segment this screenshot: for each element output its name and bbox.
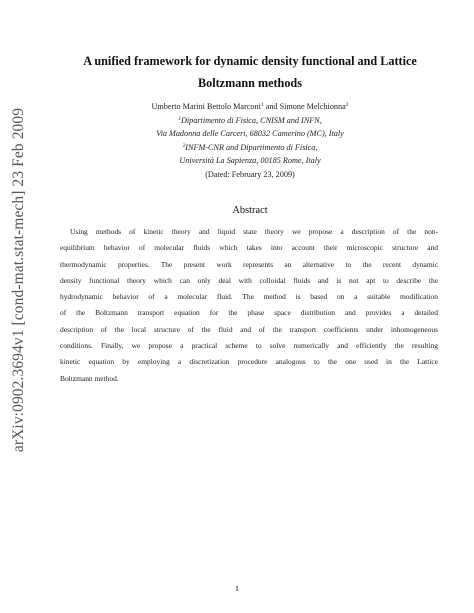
abstract-line: hydrodynamic behavior of a molecular fluid. The method is based on a suitable modification (60, 292, 438, 302)
arxiv-identifier[interactable]: arXiv:0902.3694v1 [cond-mat.stat-mech] 23 Feb 2009 (10, 107, 27, 453)
abstract-line: Boltzmann method. (60, 373, 119, 383)
abstract-line: of the Boltzmann transport equation for the phase space distribution and provides a detailed (60, 308, 438, 318)
author-1-affiliation-mark: 1 (260, 102, 264, 108)
paper-title (60, 50, 440, 94)
abstract-body (60, 224, 438, 387)
affiliation-line (60, 127, 440, 141)
affiliation-mark: 2 (182, 142, 186, 149)
abstract-line: conditions. Finally, we propose a practical scheme to solve numerically and efficiently the resulting (60, 341, 438, 351)
author-line (60, 100, 440, 114)
affiliation-line (60, 141, 440, 155)
affiliation-mark: 1 (178, 115, 181, 122)
title-line-2: Boltzmann methods (198, 76, 302, 90)
title-line-1: A unified framework for dynamic density functional and Lattice (83, 54, 417, 68)
affiliation-line (60, 114, 440, 128)
author-conjunction: and (263, 102, 280, 111)
abstract-line: description of the local structure of the fluid and of the transport coefficients under inhomogeneous (60, 324, 438, 334)
author-1-name: Umberto Marini Bettolo Marconi (151, 102, 261, 111)
affiliation-text: Dipartimento di Fisica, CNISM and INFN, (180, 115, 322, 125)
author-2-name: Simone Melchionna (279, 102, 346, 111)
abstract-heading: Abstract (232, 205, 268, 216)
affiliation-text: Università La Sapienza, 00185 Rome, Italy (179, 156, 321, 165)
abstract-line: equilibrium behavior of molecular fluids which takes into account their microscopic structure and (60, 243, 438, 253)
date-line: (Dated: February 23, 2009) (205, 169, 295, 179)
author-2-affiliation-mark: 2 (345, 102, 349, 108)
page-number: 1 (234, 583, 240, 593)
author-block (60, 100, 440, 181)
abstract-line: thermodynamic properties. The present work represents an alternative to the recent dynamic (60, 259, 438, 269)
abstract-line: kinetic equation by employing a discretization procedure analogous to the one used in the Lattice (60, 357, 438, 367)
affiliation-line (60, 154, 440, 168)
affiliation-text: INFM-CNR and Dipartimento di Fisica, (185, 142, 318, 152)
abstract-line: Using methods of kinetic theory and liquid state theory we propose a description of the non- (70, 227, 438, 236)
abstract-line: density functional theory which can only deal with colloidal fluids and is not apt to describe the (60, 275, 438, 285)
affiliation-text: Via Madonna delle Carceri, 68032 Camerino (MC), Italy (156, 129, 344, 138)
arxiv-sidebar (4, 80, 34, 480)
